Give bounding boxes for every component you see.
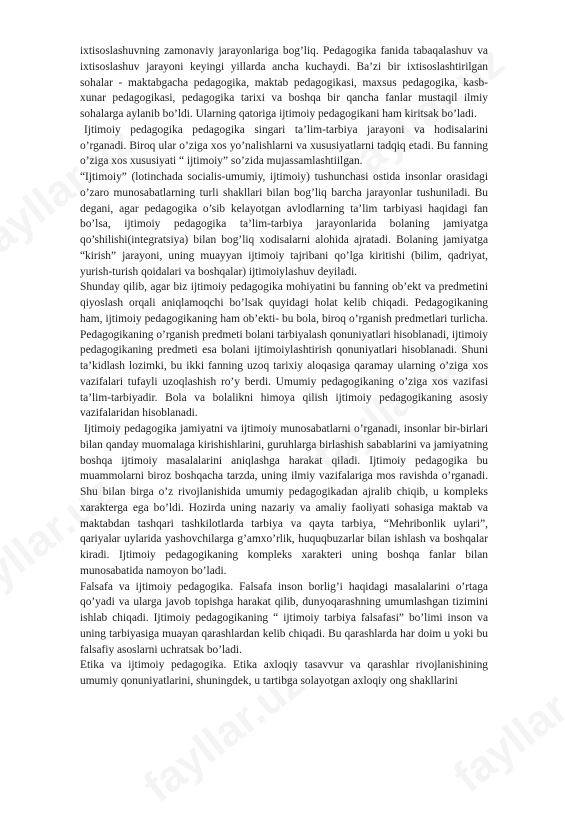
- paragraph: Ijtimoiy pedagogika pedagogika singari ta’lim-tarbiya jarayoni va hodisalarini o’rganadi. Biroq ular o’ziga xos yo’nalishlarni va xususiyatlarni tadqiq etadi. Bu fanning o’ziga xos xususiyati “ ijtimoiy” so’zida mujassamlashtiilgan.: [80, 123, 488, 168]
- paragraph: Etika va ijtimoiy pedagogika. Etika axloqiy tasavvur va qarashlar rivojlanishining umumiy qonuniyatlarini, shuningdek, u tartibga solayotgan axloqiy ong shakllarini: [80, 659, 488, 687]
- paragraph: Falsafa va ijtimoiy pedagogika. Falsafa inson borlig’i haqidagi masalalarini o’rtaga qo’yadi va ularga javob topishga harakat qilib, dunyoqarashning umumlashgan tizimini ishlab chiqadi. Ijtimoiy pedagogikaning “ ijtimoiy tarbiya falsafasi” bo’limi inson va uning tarbiyasiga muayan qarashlardan kelib chiqadi. Bu qarashlarda har doim u yoki bu falsafiy asoslarni uchratsak bo’ladi.: [80, 580, 488, 656]
- document-page: [80, 44, 488, 690]
- paragraph: ixtisoslashuvning zamonaviy jarayonlariga bog’liq. Pedagogika fanida tabaqalashuv va ixtisoslashuv jarayoni keyingi yillarda ancha kuchaydi. Ba’zi bir ixtisoslashtirilgan sohalar - maktabgacha pedagogika, maktab pedagogikasi, maxsus pedagogika, kasb-xunar pedagogikasi, pedagogika tarixi va boshqa bir qancha fanlar mustaqil ilmiy sohalarga aylanib bo’ldi. Ularning qatoriga ijtimoiy pedagogikani ham kiritsak bo’ladi.: [80, 45, 488, 120]
- paragraph: Shunday qilib, agar biz ijtimoiy pedagogika mohiyatini bu fanning ob’ekt va predmetini qiyoslash orqali aniqlamoqchi bo’lsak quyidagi holat kelib chiqadi. Pedagogikaning ham, ijtimoiy pedagogikaning ham ob’ekti- bu bola, biroq o’rganish predmetlari turlicha. Pedagogikaning o’rganish predmeti bolani tarbiyalash qonuniyatlari hisoblanadi, ijtimoiy pedagogikaning predmeti esa bolani ijtimoiylashtirish qonuniyatlari hisoblanadi. Shuni ta’kidlash lozimki, bu ikki fanning uzoq tarixiy aloqasiga qaramay ularning o’ziga xos vazifalari tufayli uzoqlashish ro’y berdi. Umumiy pedagogikaning o’ziga xos vazifasi ta’lim-tarbiyadir. Bola va bolalikni himoya qilish ijtimoiy pedagogikaning asosiy vazifalaridan hisoblanadi.: [80, 281, 488, 420]
- paragraph: Ijtimoiy pedagogika jamiyatni va ijtimoiy munosabatlarni o’rganadi, insonlar bir-birlari bilan qanday muomalaga kirishishlarini, guruhlarga birlashish sabablarini va jamiyatning boshqa ijtimoiy masalalarini aniqlashga harakat qiladi. Ijtimoiy pedagogika bu muammolarni biroz boshqacha tarzda, uning ilmiy vazifalariga mos ravishda o’rganadi. Shu bilan birga o’z rivojlanishida umumiy pedagogikadan ajralib chiqib, u kompleks xarakterga ega bo’ldi. Hozirda uning nazariy va amaliy faoliyati sohasiga maktab va maktabdan tashqari tashkilotlarda tarbiya va qayta tarbiya, “Mehribonlik uylari”, qariyalar uylarida yashovchilarga g’amxo’rlik, huquqbuzarlar bilan ishlash va boshqalar kiradi. Ijtimoiy pedagogikaning kompleks xarakteri uning boshqa fanlar bilan munosabatida namoyon bo’ladi.: [80, 423, 488, 577]
- paragraph: “Ijtimoiy” (lotinchada socialis-umumiy, ijtimoiy) tushunchasi ostida insonlar orasidagi o’zaro munosabatlarning turli shakllari bilan bog’liq barcha jarayonlar tushuniladi. Bu degani, agar pedagogika o’sib kelayotgan avlodlarning ta’lim tarbiyasi haqidagi fan bo’lsa, ijtimoiy pedagogika ta’lim-tarbiya jarayonlarida bolaning jamiyatga qo’shilishi(integratsiya) bilan bog’liq xodisalarni alohida ajratadi. Bolaning jamiyatga “kirish” jarayoni, uning muayyan ijtimoiy tajribani qo’lga kiritishi (bilim, qadriyat, yurish-turish qoidalari va boshqalar) ijtimoiylashuv deyiladi.: [80, 171, 488, 278]
